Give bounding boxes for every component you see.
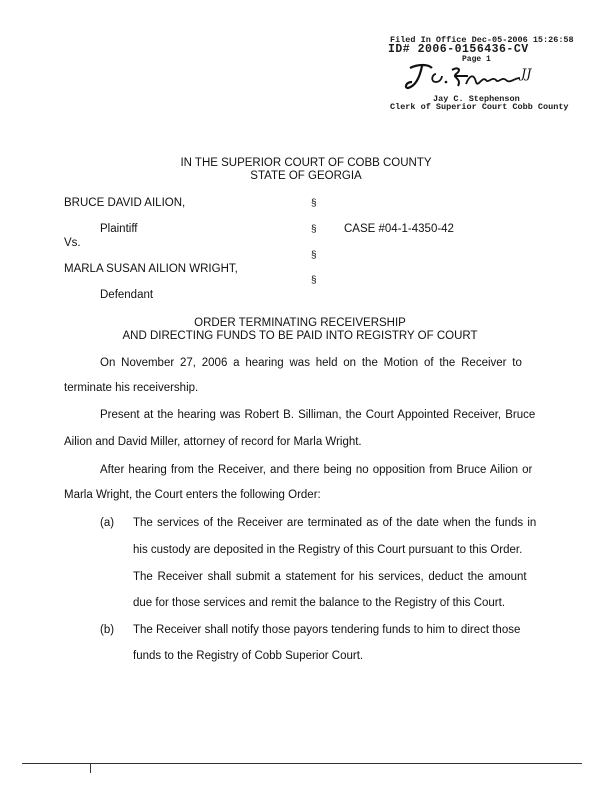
footer-tick [90, 764, 91, 773]
stamp-page-number: Page 1 [462, 55, 491, 64]
paragraph-2-line1: Present at the hearing was Robert B. Silliman, the Court Appointed Receiver, Bruce [100, 409, 536, 421]
signature-initials: JJ [521, 67, 532, 82]
court-heading-line2: STATE OF GEORGIA [250, 170, 362, 182]
item-a-line2: his custody are deposited in the Registry of this Court pursuant to this Order. [133, 544, 523, 556]
section-mark-4: § [311, 275, 317, 286]
section-mark-1: § [311, 198, 317, 209]
item-b-label: (b) [100, 624, 115, 636]
item-b-line2: funds to the Registry of Cobb Superior Court. [133, 650, 364, 662]
filing-id: ID# 2006-0156436-CV [388, 43, 529, 56]
plaintiff-name: BRUCE DAVID AILION, [64, 197, 186, 209]
paragraph-3-line1: After hearing from the Receiver, and there being no opposition from Bruce Ailion or [100, 464, 533, 476]
paragraph-3-line2: Marla Wright, the Court enters the following Order: [64, 489, 321, 501]
order-title-line1: ORDER TERMINATING RECEIVERSHIP [194, 317, 406, 329]
section-mark-2: § [311, 224, 317, 235]
defendant-name: MARLA SUSAN AILION WRIGHT, [64, 263, 238, 275]
item-a-line1: The services of the Receiver are terminated as of the date when the funds in [133, 517, 537, 529]
order-title-line2: AND DIRECTING FUNDS TO BE PAID INTO REGISTRY OF COURT [122, 330, 478, 342]
item-a-line4: due for those services and remit the balance to the Registry of this Court. [133, 597, 506, 609]
defendant-role: Defendant [100, 289, 154, 301]
paragraph-2-line2: Ailion and David Miller, attorney of record for Marla Wright. [64, 436, 362, 448]
item-a-line3: The Receiver shall submit a statement for his services, deduct the amount [133, 571, 527, 583]
item-b-line1: The Receiver shall notify those payors tendering funds to him to direct those [133, 624, 521, 636]
plaintiff-role: Plaintiff [100, 223, 138, 235]
versus-label: Vs. [64, 237, 81, 249]
court-heading-line1: IN THE SUPERIOR COURT OF COBB COUNTY [180, 157, 432, 169]
clerk-signature [402, 60, 532, 94]
footer-rule [22, 763, 582, 764]
case-number: CASE #04-1-4350-42 [344, 223, 454, 235]
paragraph-1-line1: On November 27, 2006 a hearing was held on the Motion of the Receiver to [100, 357, 522, 369]
filed-stamp-line: Filed In Office Dec-05-2006 15:26:58 [390, 35, 574, 45]
clerk-title: Clerk of Superior Court Cobb County [390, 102, 569, 112]
paragraph-1-line2: terminate his receivership. [64, 382, 199, 394]
item-a-label: (a) [100, 517, 115, 529]
section-mark-3: § [311, 250, 317, 261]
clerk-name: Jay C. Stephenson [433, 94, 520, 104]
